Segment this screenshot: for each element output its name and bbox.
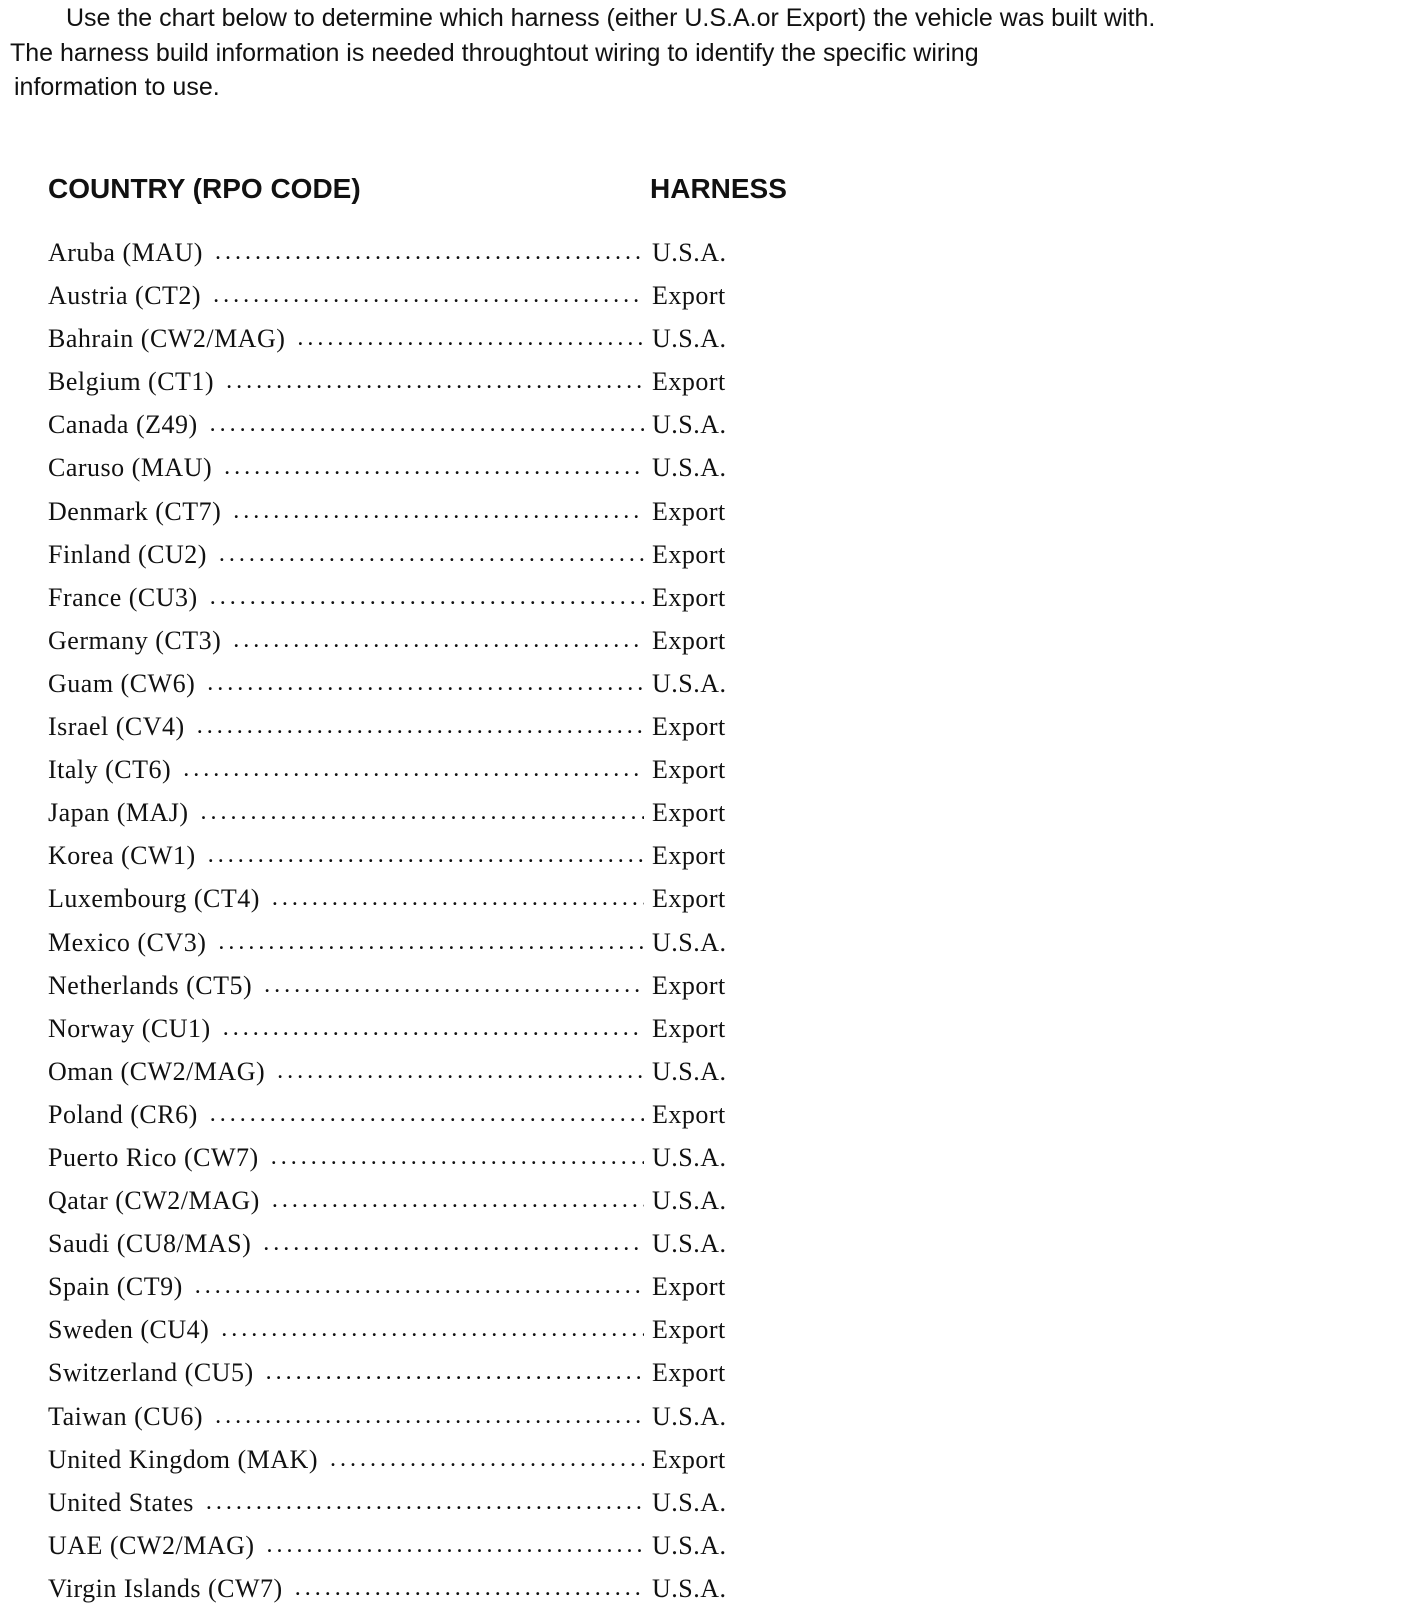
dot-leader	[210, 1102, 644, 1126]
harness-table	[48, 240, 748, 1619]
dot-leader	[210, 585, 644, 609]
harness-cell: U.S.A.	[652, 927, 727, 957]
table-row	[48, 1231, 748, 1274]
country-cell: Switzerland (CU5)	[48, 1358, 254, 1388]
harness-cell: Export	[652, 970, 726, 1000]
country-cell: United Kingdom (MAK)	[48, 1444, 318, 1474]
table-row	[48, 1274, 748, 1317]
dot-leader	[206, 1490, 644, 1514]
table-row	[48, 843, 748, 886]
country-cell: France (CU3)	[48, 582, 198, 612]
dot-leader	[233, 628, 644, 652]
dot-leader	[210, 412, 644, 436]
column-header-harness: HARNESS	[650, 173, 787, 204]
dot-leader	[297, 326, 644, 350]
table-row	[48, 970, 748, 1016]
table-row	[48, 1360, 748, 1403]
table-row	[48, 1013, 748, 1059]
dot-leader	[215, 240, 644, 264]
harness-cell: Export	[652, 884, 726, 914]
country-cell: Israel (CV4)	[48, 712, 185, 742]
table-row	[48, 714, 748, 757]
dot-leader	[183, 757, 644, 781]
country-cell: Puerto Rico (CW7)	[48, 1142, 259, 1172]
table-row	[48, 412, 748, 455]
country-cell: Poland (CR6)	[48, 1099, 198, 1129]
table-row	[48, 240, 748, 283]
dot-leader	[219, 542, 644, 566]
table-row	[48, 1099, 748, 1145]
table-row	[48, 927, 748, 973]
harness-cell: U.S.A.	[652, 1573, 727, 1603]
intro-line-3: information to use.	[14, 73, 220, 101]
table-row	[48, 800, 748, 843]
table-row	[48, 1444, 748, 1490]
country-cell: Finland (CU2)	[48, 539, 207, 569]
table-row	[48, 625, 748, 671]
dot-leader	[272, 1188, 644, 1212]
dot-leader	[221, 1317, 644, 1341]
dot-leader	[272, 886, 644, 910]
country-cell: Germany (CT3)	[48, 625, 222, 655]
harness-cell: Export	[652, 1099, 726, 1129]
table-row	[48, 369, 748, 412]
dot-leader	[226, 369, 644, 393]
dot-leader	[267, 1533, 644, 1557]
harness-cell: Export	[652, 625, 726, 655]
table-row	[48, 1317, 748, 1360]
country-cell: Sweden (CU4)	[48, 1315, 210, 1345]
table-row	[48, 1056, 748, 1102]
harness-cell: U.S.A.	[652, 238, 727, 267]
table-row	[48, 668, 748, 714]
harness-cell: U.S.A.	[652, 453, 727, 483]
dot-leader	[277, 1059, 644, 1083]
table-row	[48, 757, 748, 800]
harness-cell: Export	[652, 1013, 726, 1043]
intro-line-1: Use the chart below to determine which harness (either U.S.A.or Export) the vehicle was built with.	[66, 4, 1156, 32]
harness-cell: U.S.A.	[652, 324, 727, 354]
harness-cell: U.S.A.	[652, 1229, 727, 1259]
country-cell: Canada (Z49)	[48, 410, 198, 440]
country-cell: Austria (CT2)	[48, 281, 202, 311]
table-row	[48, 582, 748, 628]
dot-leader	[264, 973, 644, 997]
table-row	[48, 496, 748, 542]
table-row	[48, 1142, 748, 1188]
harness-cell: U.S.A.	[652, 1142, 727, 1172]
harness-cell: Export	[652, 1358, 726, 1388]
harness-cell: Export	[652, 539, 726, 569]
country-cell: Caruso (MAU)	[48, 453, 213, 483]
harness-cell: Export	[652, 755, 726, 785]
country-cell: Qatar (CW2/MAG)	[48, 1186, 260, 1216]
country-cell: Luxembourg (CT4)	[48, 884, 260, 914]
country-cell: Netherlands (CT5)	[48, 970, 253, 1000]
harness-cell: U.S.A.	[652, 1186, 727, 1216]
dot-leader	[263, 1231, 644, 1255]
intro-line-2: The harness build information is needed throughtout wiring to identify the specific wiring	[10, 39, 979, 67]
dot-leader	[208, 843, 644, 867]
country-cell: UAE (CW2/MAG)	[48, 1530, 255, 1560]
harness-cell: U.S.A.	[652, 1487, 727, 1517]
country-cell: Japan (MAJ)	[48, 798, 189, 828]
dot-leader	[223, 1016, 644, 1040]
country-cell: Aruba (MAU)	[48, 238, 203, 267]
country-cell: Virgin Islands (CW7)	[48, 1573, 283, 1603]
harness-cell: Export	[652, 712, 726, 742]
harness-cell: Export	[652, 496, 726, 526]
table-row	[48, 326, 748, 369]
country-cell: Mexico (CV3)	[48, 927, 207, 957]
country-cell: Korea (CW1)	[48, 841, 196, 871]
harness-cell: Export	[652, 281, 726, 311]
dot-leader	[213, 283, 644, 307]
table-row	[48, 1401, 748, 1447]
table-row	[48, 1530, 748, 1576]
country-cell: Oman (CW2/MAG)	[48, 1056, 266, 1086]
harness-cell: Export	[652, 798, 726, 828]
column-header-country: COUNTRY (RPO CODE)	[48, 173, 361, 204]
dot-leader	[207, 671, 644, 695]
table-row	[48, 1487, 748, 1533]
harness-cell: Export	[652, 1444, 726, 1474]
harness-cell: Export	[652, 367, 726, 397]
harness-cell: Export	[652, 582, 726, 612]
country-cell: Taiwan (CU6)	[48, 1401, 204, 1431]
table-row	[48, 1188, 748, 1231]
dot-leader	[295, 1576, 644, 1600]
table-row	[48, 886, 748, 929]
dot-leader	[218, 930, 644, 954]
country-cell: Guam (CW6)	[48, 668, 196, 698]
dot-leader	[197, 714, 644, 738]
country-cell: Spain (CT9)	[48, 1272, 183, 1302]
harness-cell: U.S.A.	[652, 410, 727, 440]
harness-cell: U.S.A.	[652, 668, 727, 698]
country-cell: United States	[48, 1487, 194, 1517]
table-row	[48, 1573, 748, 1619]
dot-leader	[271, 1145, 644, 1169]
country-cell: Italy (CT6)	[48, 755, 172, 785]
table-row	[48, 539, 748, 585]
harness-cell: U.S.A.	[652, 1401, 727, 1431]
dot-leader	[201, 800, 644, 824]
harness-cell: Export	[652, 1272, 726, 1302]
dot-leader	[266, 1360, 644, 1384]
harness-cell: U.S.A.	[652, 1056, 727, 1086]
table-row	[48, 283, 748, 326]
harness-cell: U.S.A.	[652, 1530, 727, 1560]
country-cell: Saudi (CU8/MAS)	[48, 1229, 252, 1259]
harness-cell: Export	[652, 841, 726, 871]
harness-cell: Export	[652, 1315, 726, 1345]
country-cell: Belgium (CT1)	[48, 367, 215, 397]
table-row	[48, 455, 748, 498]
dot-leader	[195, 1274, 644, 1298]
dot-leader	[233, 499, 644, 523]
dot-leader	[215, 1404, 644, 1428]
country-cell: Norway (CU1)	[48, 1013, 211, 1043]
dot-leader	[330, 1447, 644, 1471]
country-cell: Denmark (CT7)	[48, 496, 222, 526]
dot-leader	[224, 455, 644, 479]
country-cell: Bahrain (CW2/MAG)	[48, 324, 286, 354]
